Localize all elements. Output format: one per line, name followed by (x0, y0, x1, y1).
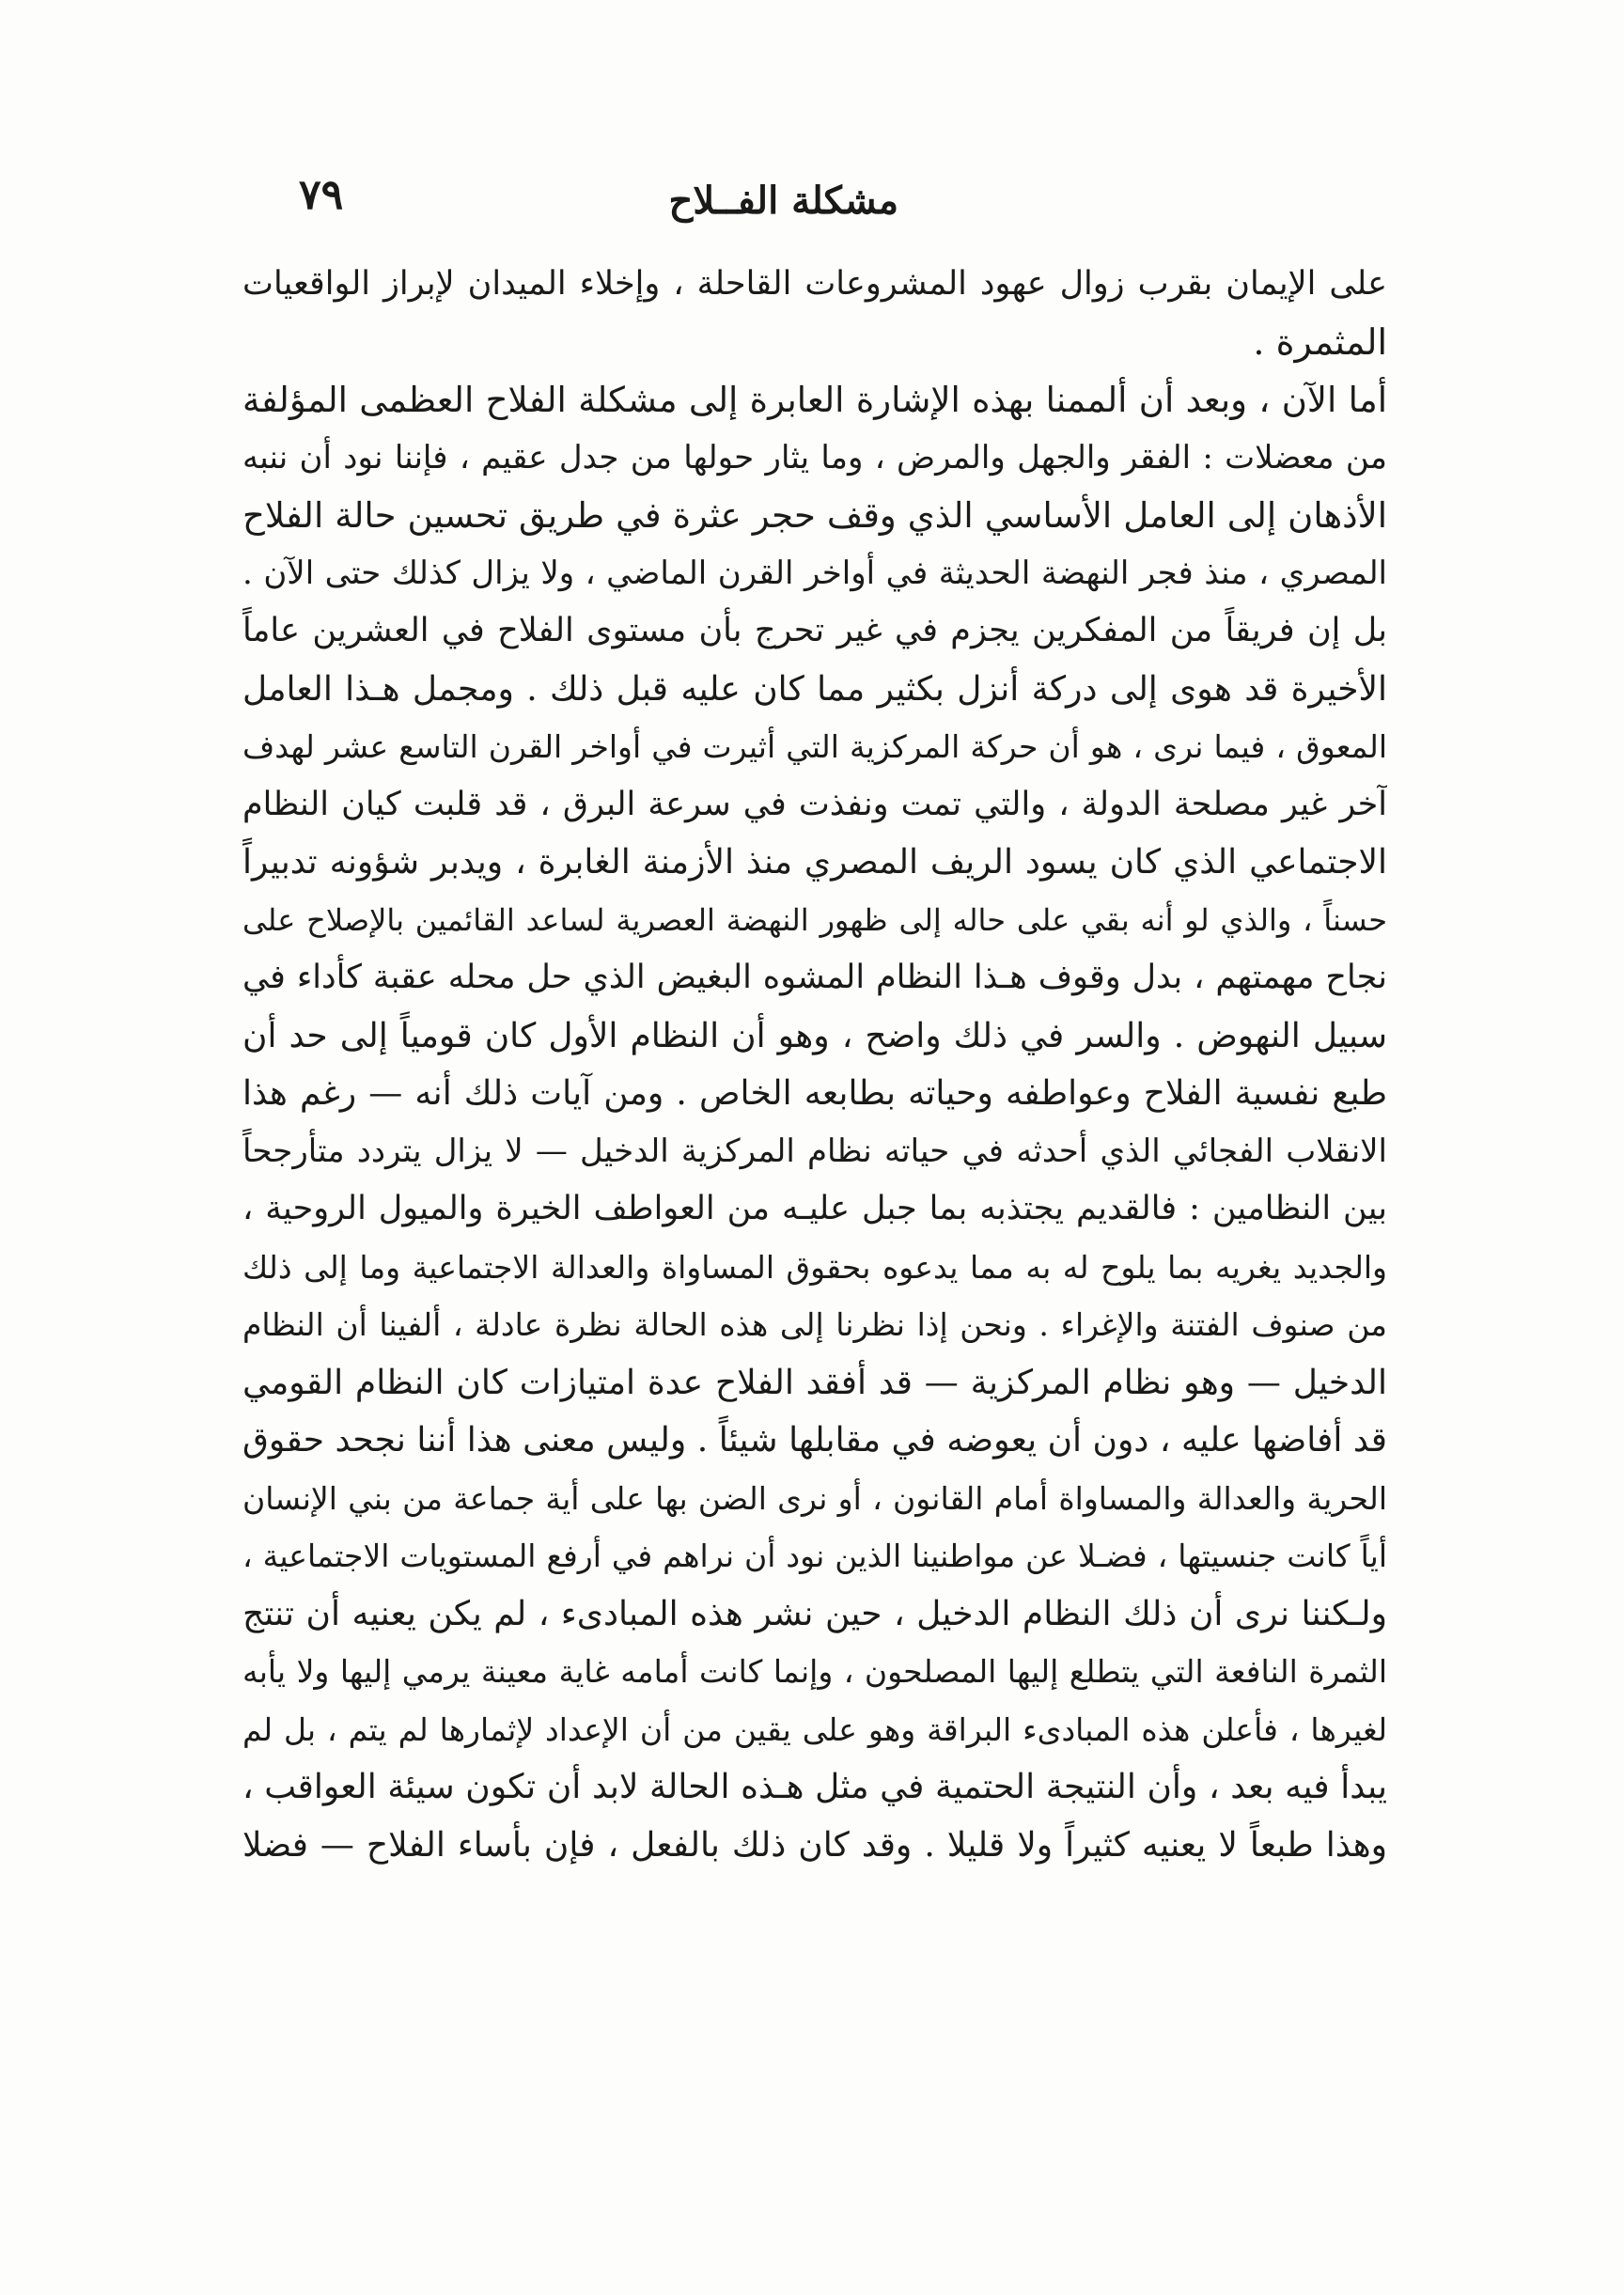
running-title: مشكلة الفــلاح (668, 179, 898, 223)
text-line: والجديد يغريه بما يلوح له به مما يدعوه بحقوق المساواة والعدالة الاجتماعية وما إلى ذلك (242, 1248, 1387, 1286)
text-line: الاجتماعي الذي كان يسود الريف المصري منذ الأزمنة الغابرة ، ويدبر شؤونه تدبيراً (242, 843, 1387, 882)
text-line: من معضلات : الفقر والجهل والمرض ، وما يثار حولها من جدل عقيم ، فإننا نود أن ننبه (242, 438, 1387, 476)
text-line: حسناً ، والذي لو أنه بقي على حاله إلى ظهور النهضة العصرية لساعد القائمين بالإصلاح على (242, 901, 1387, 938)
text-line: أما الآن ، وبعد أن ألممنا بهذه الإشارة العابرة إلى مشكلة الفلاح العظمى المؤلفة (242, 380, 1387, 420)
text-line: لغيرها ، فأعلن هذه المبادىء البراقة وهو على يقين من أن الإعداد لإثمارها لم يتم ، بل لم (242, 1710, 1387, 1748)
text-line: وهذا طبعاً لا يعنيه كثيراً ولا قليلا . وقد كان ذلك بالفعل ، فإن بأساء الفلاح — فضلا (242, 1825, 1387, 1865)
text-line: الدخيل — وهو نظام المركزية — قد أفقد الفلاح عدة امتيازات كان النظام القومي (242, 1363, 1387, 1402)
text-line: ولـكننا نرى أن ذلك النظام الدخيل ، حين نشر هذه المبادىء ، لم يكن يعنيه أن تنتج (242, 1594, 1387, 1633)
text-line: أياً كانت جنسيتها ، فضـلا عن مواطنينا الذين نود أن نراهم في أرفع المستويات الاجتماعية ، (242, 1538, 1387, 1574)
text-line: الثمرة النافعة التي يتطلع إليها المصلحون ، وإنما كانت أمامه غاية معينة يرمي إليها ولا يأبه (242, 1653, 1387, 1690)
text-line: بل إن فريقاً من المفكرين يجزم في غير تحرج بأن مستوى الفلاح في العشرين عاماً (242, 612, 1387, 649)
text-line: قد أفاضها عليه ، دون أن يعوضه في مقابلها شيئاً . وليس معنى هذا أننا نجحد حقوق (242, 1421, 1387, 1460)
text-line: من صنوف الفتنة والإغراء . ونحن إذا نظرنا إلى هذه الحالة نظرة عادلة ، ألفينا أن النظام (242, 1306, 1387, 1343)
text-line: الأذهان إلى العامل الأساسي الذي وقف حجر عثرة في طريق تحسين حالة الفلاح (242, 495, 1387, 536)
text-line: الحرية والعدالة والمساواة أمام القانون ، أو نرى الضن بها على أية جماعة من بني الإنسان (242, 1479, 1387, 1517)
body-text (242, 256, 1387, 1874)
text-line: على الإيمان بقرب زوال عهود المشروعات القاحلة ، وإخلاء الميدان لإبراز الواقعيات (242, 265, 1387, 303)
text-line: المعوق ، فيما نرى ، هو أن حركة المركزية التي أثيرت في أواخر القرن التاسع عشر لهدف (242, 728, 1387, 765)
page-number: ٧٩ (299, 171, 344, 219)
text-line: نجاح مهمتهم ، بدل وقوف هـذا النظام المشوه البغيض الذي حل محله عقبة كأداء في (242, 959, 1387, 996)
text-line: بين النظامين : فالقديم يجتذبه بما جبل عليـه من العواطف الخيرة والميول الروحية ، (242, 1190, 1387, 1227)
text-line: الانقلاب الفجائي الذي أحدثه في حياته نظام المركزية الدخيل — لا يزال يتردد متأرجحاً (242, 1132, 1387, 1170)
text-line: المثمرة . (1253, 320, 1387, 363)
text-line: آخر غير مصلحة الدولة ، والتي تمت ونفذت في سرعة البرق ، قد قلبت كيان النظام (242, 785, 1387, 823)
text-line: يبدأ فيه بعد ، وأن النتيجة الحتمية في مثل هـذه الحالة لابد أن تكون سيئة العواقب ، (242, 1768, 1387, 1806)
text-line: طبع نفسية الفلاح وعواطفه وحياته بطابعه الخاص . ومن آيات ذلك أنه — رغم هذا (242, 1074, 1387, 1113)
text-line: المصري ، منذ فجر النهضة الحديثة في أواخر القرن الماضي ، ولا يزال كذلك حتى الآن . (242, 554, 1387, 592)
text-line: سبيل النهوض . والسر في ذلك واضح ، وهو أن النظام الأول كان قومياً إلى حد أن (242, 1016, 1387, 1055)
text-line: الأخيرة قد هوى إلى دركة أنزل بكثير مما كان عليه قبل ذلك . ومجمل هـذا العامل (242, 669, 1387, 709)
page-header (242, 171, 1387, 237)
